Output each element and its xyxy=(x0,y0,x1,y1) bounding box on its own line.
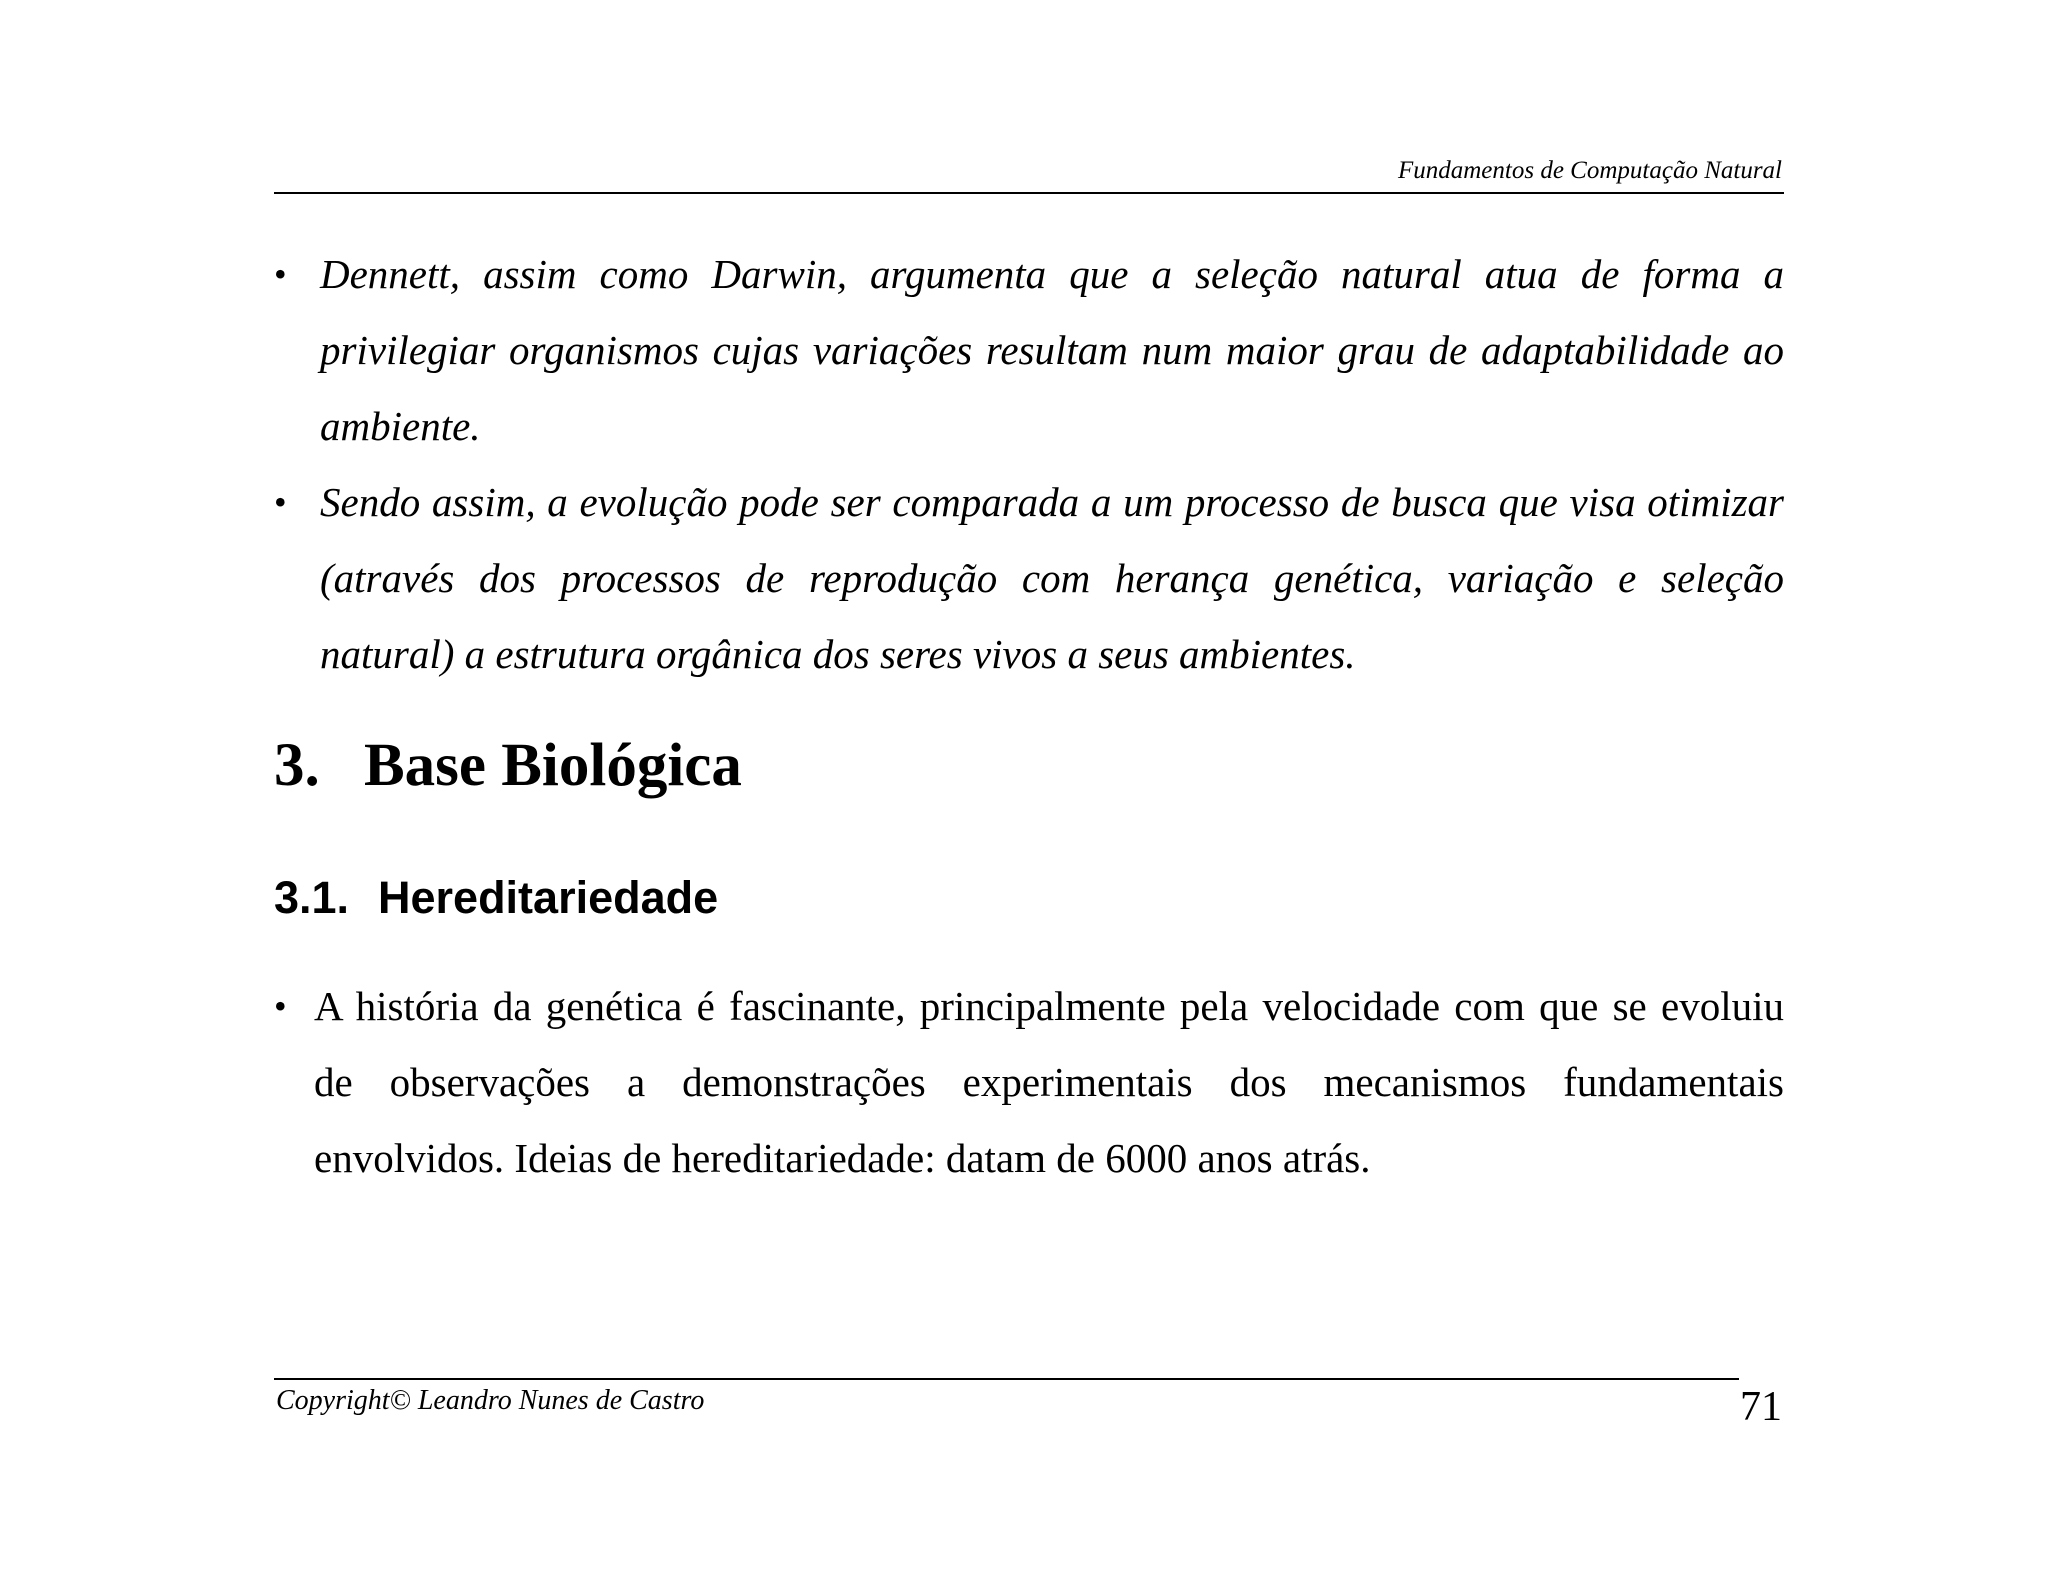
subsection-number: 3.1. xyxy=(274,872,350,923)
subsection-heading xyxy=(274,868,718,928)
bullet-icon: • xyxy=(274,986,287,1026)
list-item xyxy=(274,236,1784,464)
page-number: 71 xyxy=(1740,1384,1782,1430)
running-header: Fundamentos de Computação Natural xyxy=(1397,157,1782,184)
list-item-text: A história da genética é fascinante, principalmente pela velocidade com que se evoluiu de observações a demonstrações experimentais dos mecanismos fundamentais envolvidos. Ideias de hereditariedade: datam de 6000 anos atrás. xyxy=(314,983,1784,1181)
list-item-text: Sendo assim, a evolução pode ser comparada a um processo de busca que visa otimizar (através dos processos de reprodução com herança genética, variação e seleção natural) a estrutura orgânica dos seres vivos a seus ambientes. xyxy=(320,479,1784,677)
footer-rule xyxy=(274,1378,1739,1380)
section-heading xyxy=(274,726,742,806)
section-title: Base Biológica xyxy=(364,732,742,799)
list-item xyxy=(274,464,1784,692)
body-bullet-list xyxy=(274,968,1784,1196)
bullet-icon: • xyxy=(274,482,287,522)
bullet-icon: • xyxy=(274,254,287,294)
header-rule xyxy=(274,192,1784,194)
section-number: 3. xyxy=(274,732,320,799)
copyright-notice: Copyright© Leandro Nunes de Castro xyxy=(276,1385,705,1416)
intro-bullet-list xyxy=(274,236,1784,692)
list-item-text: Dennett, assim como Darwin, argumenta que a seleção natural atua de forma a privilegiar organismos cujas variações resultam num maior grau de adaptabilidade ao ambiente. xyxy=(320,251,1784,449)
list-item xyxy=(274,968,1784,1196)
subsection-title: Hereditariedade xyxy=(378,872,719,923)
